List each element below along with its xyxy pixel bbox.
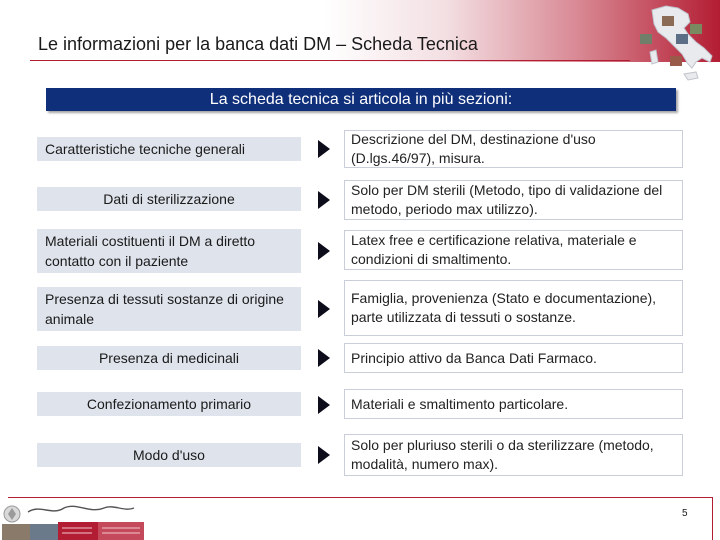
section-label-usage: Modo d'uso	[37, 443, 301, 467]
section-label-animal-tissues: Presenza di tessuti sostanze di origine animale	[37, 287, 301, 331]
section-label-materials: Materiali costituenti il DM a diretto contatto con il paziente	[37, 229, 301, 273]
footer-divider	[8, 497, 712, 498]
arrow-right-icon	[318, 242, 330, 260]
section-description-usage: Solo per pluriuso sterili o da sterilizzare (metodo, modalità, numero max).	[344, 434, 683, 476]
arrow-right-icon	[318, 349, 330, 367]
page-number: 5	[682, 508, 688, 519]
section-label-primary-packaging: Confezionamento primario	[37, 392, 301, 416]
arrow-right-icon	[318, 300, 330, 318]
section-description-primary-packaging: Materiali e smaltimento particolare.	[344, 389, 683, 419]
section-description-general-specs: Descrizione del DM, destinazione d'uso (D.lgs.46/97), misura.	[344, 130, 683, 168]
ministry-logo-icon	[0, 500, 150, 540]
arrow-right-icon	[318, 140, 330, 158]
section-description-materials: Latex free e certificazione relativa, materiale e condizioni di smaltimento.	[344, 230, 683, 270]
italy-map-icon	[632, 4, 718, 84]
page-title: Le informazioni per la banca dati DM – Scheda Tecnica	[38, 34, 478, 54]
footer-divider-vertical	[712, 497, 713, 540]
section-description-sterilization: Solo per DM sterili (Metodo, tipo di validazione del metodo, periodo max utilizzo).	[344, 180, 683, 220]
arrow-right-icon	[318, 446, 330, 464]
section-description-animal-tissues: Famiglia, provenienza (Stato e documentazione), parte utilizzata di tessuti o sostanze.	[344, 280, 683, 336]
title-divider	[30, 60, 630, 61]
section-banner: La scheda tecnica si articola in più sezioni:	[46, 88, 676, 111]
section-description-medicines: Principio attivo da Banca Dati Farmaco.	[344, 343, 683, 373]
section-label-general-specs: Caratteristiche tecniche generali	[37, 137, 301, 161]
section-label-sterilization: Dati di sterilizzazione	[37, 187, 301, 211]
arrow-right-icon	[318, 191, 330, 209]
arrow-right-icon	[318, 396, 330, 414]
section-label-medicines: Presenza di medicinali	[37, 346, 301, 370]
